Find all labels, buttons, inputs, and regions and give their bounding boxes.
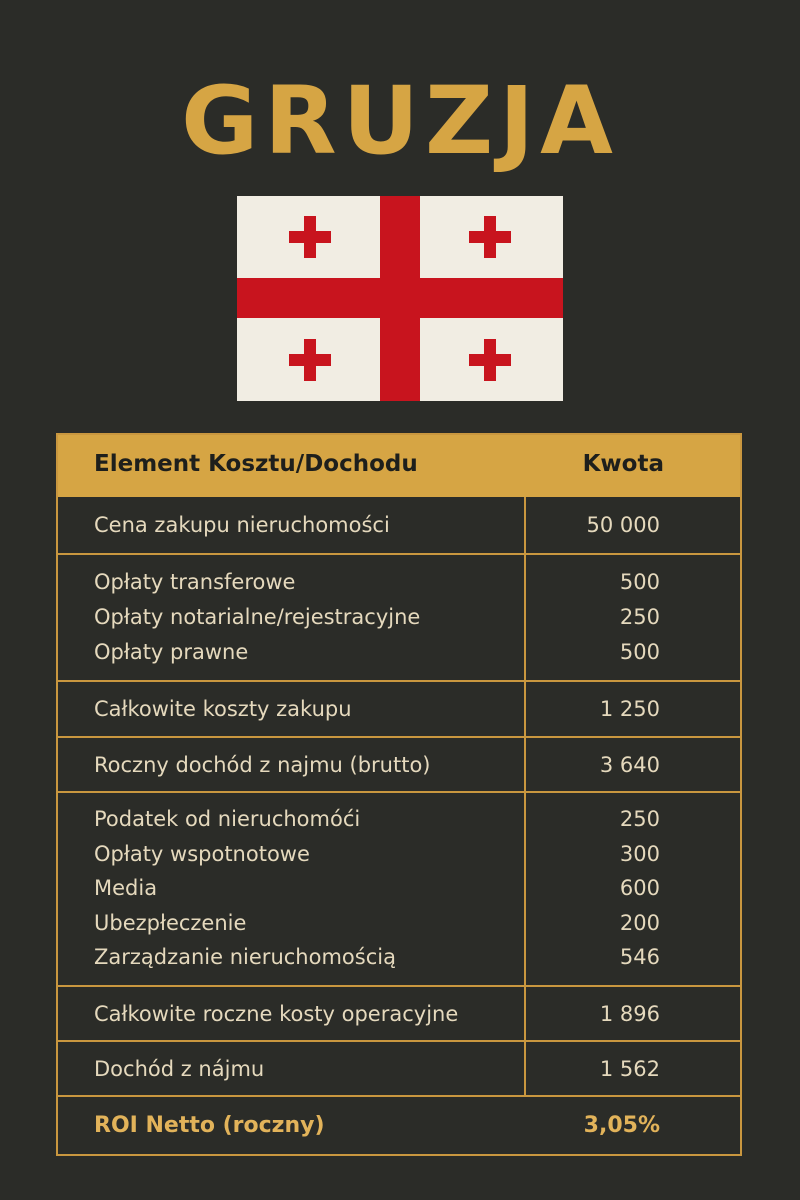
row-label: Opłaty prawne — [94, 640, 249, 664]
row-amount: 50 000 — [586, 513, 660, 537]
roi-label: ROI Netto (roczny) — [94, 1113, 325, 1138]
row-amount: 1 250 — [599, 697, 660, 721]
table-footer-row — [58, 1097, 740, 1156]
row-label: Całkowite roczne kosty operacyjne — [94, 1002, 459, 1026]
row-amount: 600 — [619, 876, 660, 900]
row-label: Opłaty notarialne/rejestracyjne — [94, 605, 421, 629]
table-row — [58, 497, 740, 555]
table-row — [58, 682, 740, 738]
row-amount: 300 — [619, 842, 660, 866]
row-label: Opłaty transferowe — [94, 570, 296, 594]
row-label: Ubezpłeczenie — [94, 911, 247, 935]
cost-income-table — [56, 433, 742, 1156]
row-label: Roczny dochód z najmu (brutto) — [94, 753, 431, 777]
table-row — [58, 738, 740, 793]
georgia-flag — [237, 196, 563, 401]
roi-value: 3,05% — [583, 1113, 660, 1138]
table-row — [58, 555, 740, 682]
page-title: GRUZJA — [181, 67, 619, 176]
row-amount: 250 — [619, 807, 660, 831]
row-label: Zarządzanie nieruchomością — [94, 945, 396, 969]
row-label: Podatek od nieruchomóći — [94, 807, 361, 831]
row-label: Cena zakupu nieruchomości — [94, 513, 390, 537]
table-row — [58, 1042, 740, 1097]
row-amount: 1 562 — [599, 1057, 660, 1081]
table-header — [58, 435, 740, 497]
row-label: Media — [94, 876, 158, 900]
header-label: Element Kosztu/Dochodu — [94, 451, 418, 477]
row-label: Opłaty wspotnotowe — [94, 842, 310, 866]
row-amount: 200 — [619, 911, 660, 935]
row-amount: 3 640 — [599, 753, 660, 777]
row-amount: 250 — [619, 605, 660, 629]
row-amount: 500 — [619, 640, 660, 664]
table-row — [58, 987, 740, 1042]
table-row — [58, 793, 740, 987]
row-amount: 546 — [619, 945, 660, 969]
row-label: Dochód z nájmu — [94, 1057, 265, 1081]
header-amount: Kwota — [582, 451, 664, 477]
row-label: Całkowite koszty zakupu — [94, 697, 352, 721]
row-amount: 500 — [619, 570, 660, 594]
row-amount: 1 896 — [599, 1002, 660, 1026]
